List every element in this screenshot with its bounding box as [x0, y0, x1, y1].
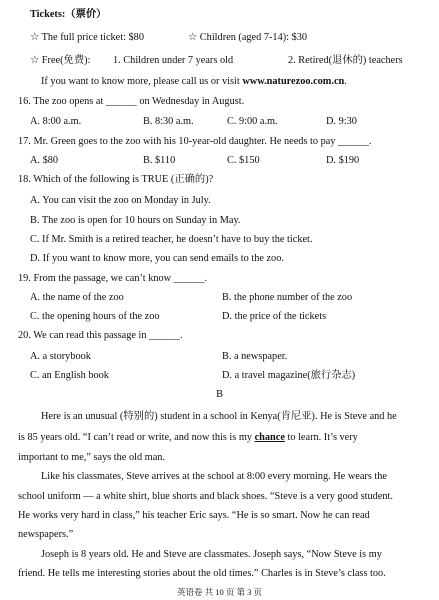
passage-b-p3-line2: friend. He tells me interesting stories about the old times.” Charles is in Steve’s class too.: [18, 568, 386, 579]
q17-option-b: B. $110: [143, 155, 176, 166]
passage-b-p1-line2: [18, 431, 358, 445]
free-item-2: 2. Retired(退休的) teachers: [288, 55, 403, 66]
q17-option-a: A. $80: [30, 155, 59, 166]
zoo-website: www.naturezoo.com.cn: [242, 76, 345, 87]
question-20-stem: 20. We can read this passage in ______.: [18, 330, 183, 341]
passage-b-p1-line3: important to me,” says the old man.: [18, 452, 165, 463]
free-label: ☆ Free(免费):: [30, 55, 91, 66]
q20-option-b: B. a newspaper.: [222, 351, 288, 362]
p1-line2-start: is 85 years old. “I can’t read or write, and now this is my: [18, 432, 255, 443]
q20-option-a: A. a storybook: [30, 351, 91, 362]
question-19-stem: 19. From the passage, we can’t know ______.: [18, 273, 208, 284]
passage-b-p1-line1: Here is an unusual (特别的) student in a school in Kenya(肯尼亚). He is Steve and he: [41, 411, 397, 422]
q20-option-d: D. a travel magazine(旅行杂志): [222, 370, 356, 381]
question-16-stem: 16. The zoo opens at ______ on Wednesday in August.: [18, 96, 245, 107]
q18-option-a: A. You can visit the zoo on Monday in July.: [30, 195, 211, 206]
q16-option-a: A. 8:00 a.m.: [30, 116, 82, 127]
q16-option-c: C. 9:00 a.m.: [227, 116, 278, 127]
tickets-heading: Tickets:（票价）: [30, 9, 107, 20]
q17-option-d: D. $190: [326, 155, 360, 166]
section-b-label: B: [216, 389, 223, 400]
q19-option-a: A. the name of the zoo: [30, 292, 124, 303]
q18-option-b: B. The zoo is open for 10 hours on Sunday in May.: [30, 215, 241, 226]
passage-b-p2-line4: newspapers.”: [18, 529, 74, 540]
full-price-ticket: ☆ The full price ticket: $80: [30, 32, 144, 43]
q17-option-c: C. $150: [227, 155, 260, 166]
q20-option-c: C. an English book: [30, 370, 109, 381]
q18-option-c: C. If Mr. Smith is a retired teacher, he doesn’t have to buy the ticket.: [30, 234, 313, 245]
passage-b-p2-line3: He works very hard in class,” his teacher Eric says. “He is so smart. Now he can read: [18, 510, 370, 521]
q16-option-d: D. 9:30: [326, 116, 357, 127]
question-17-stem: 17. Mr. Green goes to the zoo with his 10-year-old daughter. He needs to pay ______.: [18, 136, 372, 147]
question-18-stem: 18. Which of the following is TRUE (正确的)?: [18, 174, 214, 185]
q16-option-b: B. 8:30 a.m.: [143, 116, 194, 127]
page-footer: 英语卷 共 10 页 第 3 页: [176, 587, 262, 597]
more-info-text: If you want to know more, please call us or visit: [41, 76, 243, 87]
q18-option-d: D. If you want to know more, you can send emails to the zoo.: [30, 253, 284, 264]
passage-b-p2-line1: Like his classmates, Steve arrives at the school at 8:00 every morning. He wears the: [41, 471, 387, 482]
q19-option-c: C. the opening hours of the zoo: [30, 311, 160, 322]
more-info: [41, 75, 347, 89]
q19-option-b: B. the phone number of the zoo: [222, 292, 353, 303]
passage-b-p3-line1: Joseph is 8 years old. He and Steve are classmates. Joseph says, “Now Steve is my: [41, 549, 382, 560]
passage-b-p2-line2: school uniform — a white shirt, blue shorts and black shoes. “Steve is a very good student.: [18, 491, 393, 502]
chance-word: chance: [254, 432, 285, 443]
free-item-1: 1. Children under 7 years old: [113, 55, 234, 66]
children-ticket: ☆ Children (aged 7-14): $30: [188, 32, 308, 43]
p1-line2-end: to learn. It’s very: [284, 432, 358, 443]
q19-option-d: D. the price of the tickets: [222, 311, 327, 322]
more-info-end: .: [344, 76, 347, 87]
